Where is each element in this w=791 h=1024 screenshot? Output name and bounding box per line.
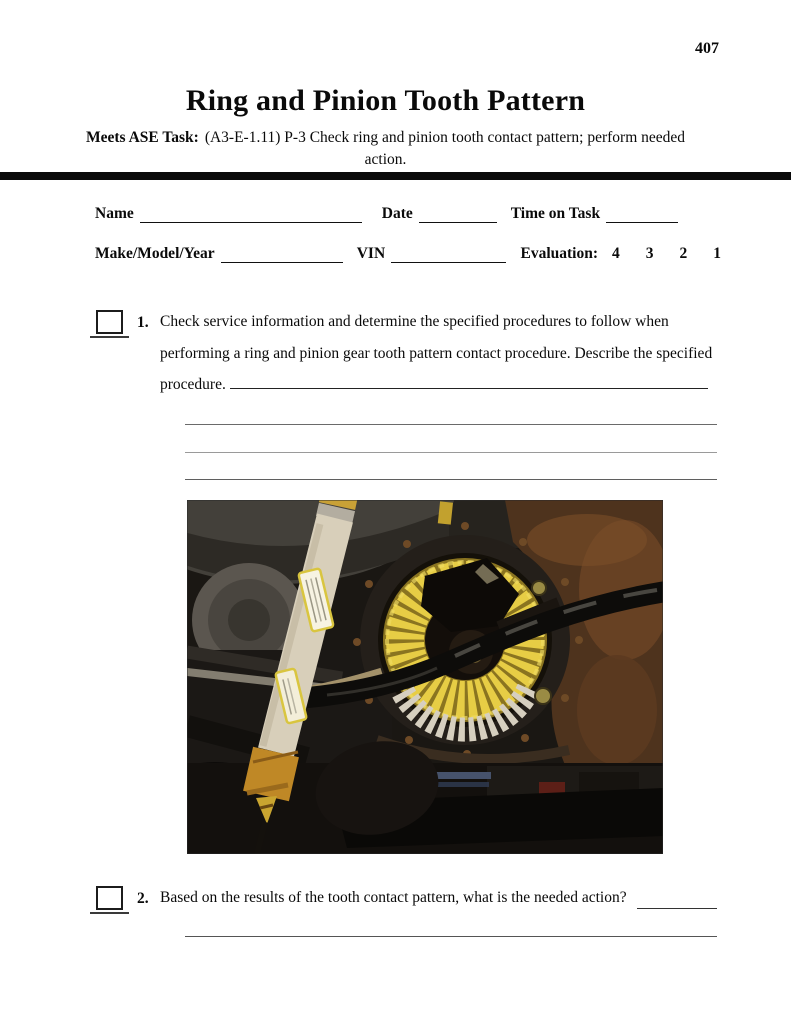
make-model-year-field-blank[interactable] (221, 247, 343, 263)
task-2-answer-line-1[interactable] (185, 936, 717, 937)
task-1-answer-blank-inline[interactable] (230, 376, 708, 389)
vin-field-blank[interactable] (391, 247, 506, 263)
task-1-answer-line-2[interactable] (185, 452, 717, 453)
task-1-instruction: Check service information and determine the specified procedures to follow when performing a ring and pinion gear tooth pattern contact procedure. Describe the specified procedure. (160, 313, 713, 393)
form-row-identity (95, 203, 721, 223)
ase-task-continuation: action. (364, 151, 407, 168)
ring-gear-photo (187, 500, 663, 854)
ase-task-line (0, 129, 771, 147)
task-1-checkbox[interactable] (96, 310, 123, 334)
form-row-vehicle (95, 243, 721, 263)
task-2-instruction: Based on the results of the tooth contact pattern, what is the needed action? (160, 889, 627, 906)
ring-gear-photo-graphic (187, 500, 663, 854)
task-1-number: 1. (137, 314, 149, 331)
evaluation-label: Evaluation: (520, 245, 598, 262)
evaluation-score-1: 1 (713, 245, 721, 262)
task-2-text (160, 882, 717, 914)
header-divider-rule (0, 172, 791, 180)
evaluation-score-2: 2 (679, 245, 688, 262)
task-1-answer-line-1[interactable] (185, 424, 717, 425)
task-2-number: 2. (137, 890, 149, 907)
evaluation-scale (612, 245, 721, 263)
time-on-task-field-blank[interactable] (606, 207, 678, 223)
task-1-answer-line-3[interactable] (185, 479, 717, 480)
page-title: Ring and Pinion Tooth Pattern (185, 84, 586, 117)
task-2-checkbox[interactable] (96, 886, 123, 910)
page-number: 407 (695, 40, 719, 57)
date-label: Date (381, 205, 413, 222)
make-model-year-label: Make/Model/Year (95, 245, 215, 262)
name-label: Name (95, 205, 134, 222)
date-field-blank[interactable] (419, 207, 497, 223)
name-field-blank[interactable] (140, 207, 362, 223)
time-on-task-label: Time on Task (510, 205, 601, 222)
evaluation-score-4: 4 (612, 245, 620, 262)
task-1-text (160, 306, 726, 401)
task-2-answer-blank-inline[interactable] (637, 908, 717, 909)
ase-task-text: (A3-E-1.11) P-3 Check ring and pinion tooth contact pattern; perform needed (204, 129, 686, 146)
vin-label: VIN (356, 245, 386, 262)
ase-task-label: Meets ASE Task: (85, 129, 199, 146)
evaluation-score-3: 3 (645, 245, 654, 262)
